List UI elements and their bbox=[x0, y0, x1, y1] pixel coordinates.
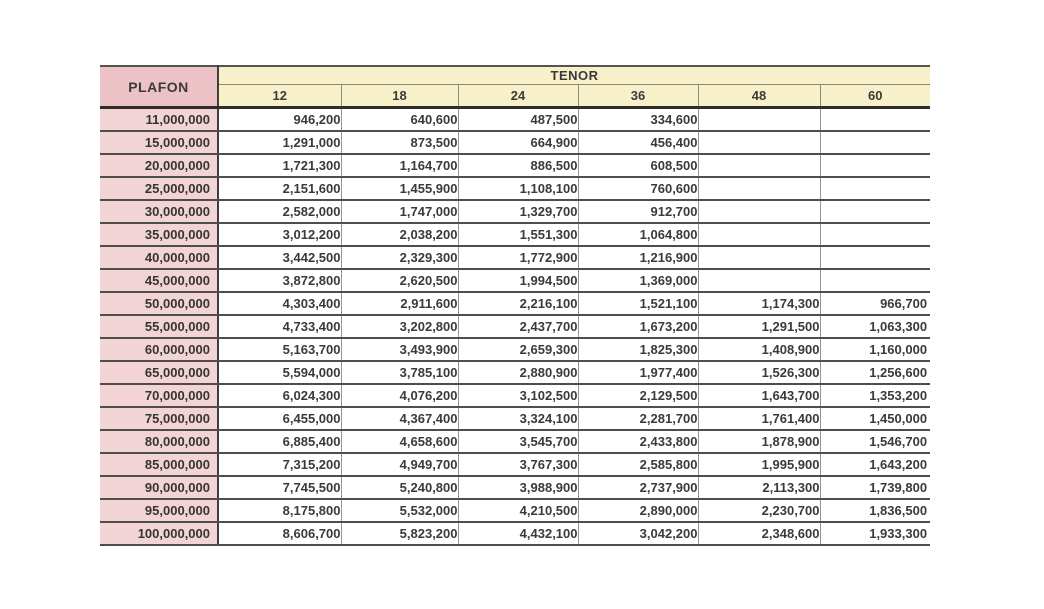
header-group-row bbox=[100, 66, 930, 85]
installment-cell: 1,064,800 bbox=[578, 223, 698, 246]
table-row bbox=[100, 338, 930, 361]
installment-cell: 1,369,000 bbox=[578, 269, 698, 292]
plafon-cell: 90,000,000 bbox=[100, 476, 218, 499]
installment-cell: 2,038,200 bbox=[341, 223, 458, 246]
tenor-column-header: 24 bbox=[458, 85, 578, 108]
installment-cell: 1,825,300 bbox=[578, 338, 698, 361]
installment-cell: 2,113,300 bbox=[698, 476, 820, 499]
installment-cell: 3,042,200 bbox=[578, 522, 698, 545]
installment-cell: 608,500 bbox=[578, 154, 698, 177]
installment-cell: 1,455,900 bbox=[341, 177, 458, 200]
plafon-cell: 40,000,000 bbox=[100, 246, 218, 269]
installment-cell: 1,994,500 bbox=[458, 269, 578, 292]
installment-cell: 2,620,500 bbox=[341, 269, 458, 292]
installment-cell: 2,437,700 bbox=[458, 315, 578, 338]
plafon-cell: 95,000,000 bbox=[100, 499, 218, 522]
installment-cell bbox=[698, 246, 820, 269]
installment-cell: 1,521,100 bbox=[578, 292, 698, 315]
installment-cell: 2,585,800 bbox=[578, 453, 698, 476]
plafon-cell: 80,000,000 bbox=[100, 430, 218, 453]
plafon-cell: 15,000,000 bbox=[100, 131, 218, 154]
installment-cell bbox=[820, 269, 930, 292]
installment-cell: 3,202,800 bbox=[341, 315, 458, 338]
installment-cell bbox=[820, 200, 930, 223]
installment-cell: 4,210,500 bbox=[458, 499, 578, 522]
plafon-cell: 35,000,000 bbox=[100, 223, 218, 246]
plafon-cell: 30,000,000 bbox=[100, 200, 218, 223]
installment-cell: 487,500 bbox=[458, 108, 578, 131]
installment-cell: 6,885,400 bbox=[218, 430, 341, 453]
installment-cell: 4,367,400 bbox=[341, 407, 458, 430]
installment-cell: 1,108,100 bbox=[458, 177, 578, 200]
installment-cell: 1,174,300 bbox=[698, 292, 820, 315]
installment-cell bbox=[820, 131, 930, 154]
table-row bbox=[100, 476, 930, 499]
installment-cell: 4,303,400 bbox=[218, 292, 341, 315]
table-row bbox=[100, 131, 930, 154]
table-row bbox=[100, 499, 930, 522]
installment-table-container bbox=[100, 65, 930, 546]
installment-cell: 1,995,900 bbox=[698, 453, 820, 476]
plafon-cell: 50,000,000 bbox=[100, 292, 218, 315]
installment-cell: 4,733,400 bbox=[218, 315, 341, 338]
installment-cell: 1,673,200 bbox=[578, 315, 698, 338]
installment-cell: 5,823,200 bbox=[341, 522, 458, 545]
tenor-group-header: TENOR bbox=[218, 66, 930, 85]
installment-cell: 1,643,200 bbox=[820, 453, 930, 476]
installment-cell bbox=[698, 154, 820, 177]
plafon-cell: 45,000,000 bbox=[100, 269, 218, 292]
installment-cell bbox=[698, 223, 820, 246]
installment-cell: 7,315,200 bbox=[218, 453, 341, 476]
installment-cell: 1,546,700 bbox=[820, 430, 930, 453]
installment-cell: 4,949,700 bbox=[341, 453, 458, 476]
installment-cell bbox=[820, 108, 930, 131]
installment-cell: 2,230,700 bbox=[698, 499, 820, 522]
installment-cell bbox=[820, 246, 930, 269]
installment-cell: 1,551,300 bbox=[458, 223, 578, 246]
installment-cell: 3,988,900 bbox=[458, 476, 578, 499]
installment-cell: 1,878,900 bbox=[698, 430, 820, 453]
installment-cell bbox=[698, 269, 820, 292]
installment-cell bbox=[698, 131, 820, 154]
installment-cell bbox=[698, 108, 820, 131]
table-row bbox=[100, 522, 930, 545]
installment-cell: 2,151,600 bbox=[218, 177, 341, 200]
installment-cell: 1,761,400 bbox=[698, 407, 820, 430]
installment-cell: 1,739,800 bbox=[820, 476, 930, 499]
installment-cell: 2,737,900 bbox=[578, 476, 698, 499]
installment-cell: 2,880,900 bbox=[458, 361, 578, 384]
installment-cell: 1,526,300 bbox=[698, 361, 820, 384]
tenor-column-header: 18 bbox=[341, 85, 458, 108]
installment-cell: 4,432,100 bbox=[458, 522, 578, 545]
installment-cell bbox=[820, 223, 930, 246]
installment-cell: 5,163,700 bbox=[218, 338, 341, 361]
installment-cell: 4,658,600 bbox=[341, 430, 458, 453]
installment-cell: 3,767,300 bbox=[458, 453, 578, 476]
installment-cell: 4,076,200 bbox=[341, 384, 458, 407]
plafon-cell: 65,000,000 bbox=[100, 361, 218, 384]
loan-installment-table bbox=[100, 65, 930, 546]
installment-cell: 886,500 bbox=[458, 154, 578, 177]
installment-cell bbox=[820, 177, 930, 200]
installment-cell: 1,977,400 bbox=[578, 361, 698, 384]
installment-cell: 3,324,100 bbox=[458, 407, 578, 430]
installment-cell: 1,836,500 bbox=[820, 499, 930, 522]
installment-cell: 1,329,700 bbox=[458, 200, 578, 223]
installment-cell: 3,493,900 bbox=[341, 338, 458, 361]
plafon-cell: 55,000,000 bbox=[100, 315, 218, 338]
plafon-cell: 75,000,000 bbox=[100, 407, 218, 430]
table-body bbox=[100, 108, 930, 545]
installment-cell: 3,545,700 bbox=[458, 430, 578, 453]
table-row bbox=[100, 361, 930, 384]
installment-cell: 456,400 bbox=[578, 131, 698, 154]
installment-cell: 8,175,800 bbox=[218, 499, 341, 522]
installment-cell: 640,600 bbox=[341, 108, 458, 131]
installment-cell: 6,024,300 bbox=[218, 384, 341, 407]
installment-cell: 3,102,500 bbox=[458, 384, 578, 407]
installment-cell: 2,281,700 bbox=[578, 407, 698, 430]
installment-cell: 1,216,900 bbox=[578, 246, 698, 269]
table-row bbox=[100, 177, 930, 200]
tenor-labels-row bbox=[100, 85, 930, 108]
tenor-column-header: 60 bbox=[820, 85, 930, 108]
installment-cell: 2,433,800 bbox=[578, 430, 698, 453]
installment-cell bbox=[820, 154, 930, 177]
installment-cell: 3,872,800 bbox=[218, 269, 341, 292]
installment-cell: 1,643,700 bbox=[698, 384, 820, 407]
installment-cell: 5,594,000 bbox=[218, 361, 341, 384]
installment-cell: 2,659,300 bbox=[458, 338, 578, 361]
installment-cell: 1,291,500 bbox=[698, 315, 820, 338]
table-row bbox=[100, 223, 930, 246]
installment-cell: 3,442,500 bbox=[218, 246, 341, 269]
tenor-column-header: 12 bbox=[218, 85, 341, 108]
installment-cell: 1,291,000 bbox=[218, 131, 341, 154]
table-row bbox=[100, 315, 930, 338]
installment-cell: 334,600 bbox=[578, 108, 698, 131]
installment-cell: 5,240,800 bbox=[341, 476, 458, 499]
installment-cell: 2,348,600 bbox=[698, 522, 820, 545]
tenor-column-header: 48 bbox=[698, 85, 820, 108]
installment-cell: 3,785,100 bbox=[341, 361, 458, 384]
installment-cell: 1,747,000 bbox=[341, 200, 458, 223]
installment-cell: 1,353,200 bbox=[820, 384, 930, 407]
installment-cell: 912,700 bbox=[578, 200, 698, 223]
plafon-cell: 85,000,000 bbox=[100, 453, 218, 476]
plafon-column-header: PLAFON bbox=[100, 66, 218, 108]
plafon-cell: 20,000,000 bbox=[100, 154, 218, 177]
installment-cell: 6,455,000 bbox=[218, 407, 341, 430]
installment-cell: 966,700 bbox=[820, 292, 930, 315]
plafon-cell: 70,000,000 bbox=[100, 384, 218, 407]
installment-cell: 1,160,000 bbox=[820, 338, 930, 361]
table-row bbox=[100, 108, 930, 131]
installment-cell: 2,582,000 bbox=[218, 200, 341, 223]
installment-cell: 1,933,300 bbox=[820, 522, 930, 545]
installment-cell: 1,408,900 bbox=[698, 338, 820, 361]
installment-cell: 2,890,000 bbox=[578, 499, 698, 522]
plafon-cell: 25,000,000 bbox=[100, 177, 218, 200]
table-row bbox=[100, 407, 930, 430]
installment-cell: 873,500 bbox=[341, 131, 458, 154]
table-row bbox=[100, 384, 930, 407]
installment-cell: 7,745,500 bbox=[218, 476, 341, 499]
installment-cell: 1,721,300 bbox=[218, 154, 341, 177]
plafon-cell: 11,000,000 bbox=[100, 108, 218, 131]
installment-cell bbox=[698, 177, 820, 200]
plafon-cell: 100,000,000 bbox=[100, 522, 218, 545]
installment-cell: 1,256,600 bbox=[820, 361, 930, 384]
installment-cell: 2,216,100 bbox=[458, 292, 578, 315]
installment-cell: 664,900 bbox=[458, 131, 578, 154]
installment-cell: 3,012,200 bbox=[218, 223, 341, 246]
installment-cell bbox=[698, 200, 820, 223]
installment-cell: 5,532,000 bbox=[341, 499, 458, 522]
table-row bbox=[100, 269, 930, 292]
table-row bbox=[100, 154, 930, 177]
installment-cell: 1,450,000 bbox=[820, 407, 930, 430]
table-row bbox=[100, 246, 930, 269]
table-row bbox=[100, 292, 930, 315]
table-row bbox=[100, 200, 930, 223]
installment-cell: 1,063,300 bbox=[820, 315, 930, 338]
table-row bbox=[100, 430, 930, 453]
installment-cell: 8,606,700 bbox=[218, 522, 341, 545]
installment-cell: 946,200 bbox=[218, 108, 341, 131]
installment-cell: 1,164,700 bbox=[341, 154, 458, 177]
table-row bbox=[100, 453, 930, 476]
installment-cell: 2,329,300 bbox=[341, 246, 458, 269]
installment-cell: 2,911,600 bbox=[341, 292, 458, 315]
installment-cell: 1,772,900 bbox=[458, 246, 578, 269]
installment-cell: 2,129,500 bbox=[578, 384, 698, 407]
installment-cell: 760,600 bbox=[578, 177, 698, 200]
tenor-column-header: 36 bbox=[578, 85, 698, 108]
plafon-cell: 60,000,000 bbox=[100, 338, 218, 361]
